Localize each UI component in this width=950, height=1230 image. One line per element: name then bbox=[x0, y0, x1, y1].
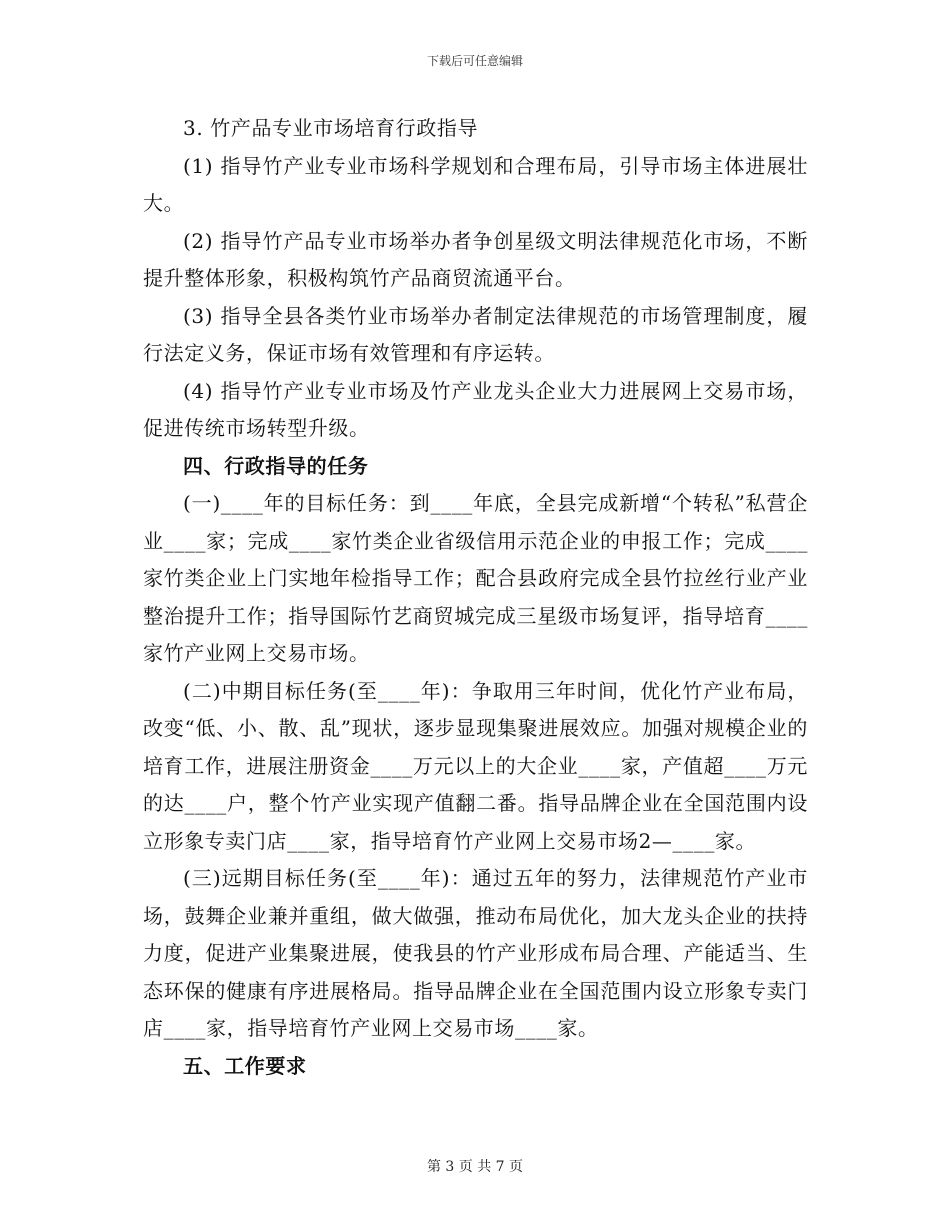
section-heading-tasks: 四、行政指导的任务 bbox=[183, 453, 369, 478]
page-header: 下载后可任意编辑 bbox=[426, 54, 523, 68]
paragraph-item-2: (2) 指导竹产品专业市场举办者争创星级文明法律规范化市场，不断提升整体形象，积极构筑竹产品商贸流通平台。 bbox=[143, 228, 808, 290]
paragraph-market-guidance-title: 3. 竹产品专业市场培育行政指导 bbox=[183, 116, 479, 140]
paragraph-annual-goals: (一)____年的目标任务：到____年底，全县完成新增“个转私”私营企业____家；完成____家竹类企业省级信用示范企业的申报工作；完成____家竹类企业上门实地年检指导工作；配合县政府完成全县竹拉丝行业产业整治提升工作；指导国际竹艺商贸城完成三星级市场复评，指导培育____家竹产业网上交易市场。 bbox=[143, 491, 808, 665]
paragraph-item-4: (4) 指导竹产业专业市场及竹产业龙头企业大力进展网上交易市场，促进传统市场转型升级。 bbox=[143, 378, 808, 440]
paragraph-item-1: (1) 指导竹产业专业市场科学规划和合理布局，引导市场主体进展壮大。 bbox=[143, 153, 808, 215]
page-number: 第 3 页 共 7 页 bbox=[426, 1159, 524, 1175]
paragraph-longterm-goals: (三)远期目标任务(至____年)：通过五年的努力，法律规范竹产业市场，鼓舞企业兼并重组，做大做强，推动布局优化，加大龙头企业的扶持力度，促进产业集聚进展，使我县的竹产业形成布局合理、产能适当、生态环保的健康有序进展格局。指导品牌企业在全国范围内设立形象专卖门店____家，指导培育竹产业网上交易市场____家。 bbox=[143, 866, 808, 1040]
section-heading-requirements: 五、工作要求 bbox=[183, 1053, 307, 1078]
document-body bbox=[143, 110, 808, 1085]
paragraph-midterm-goals: (二)中期目标任务(至____年)：争取用三年时间，优化竹产业布局，改变“低、小、散、乱”现状，逐步显现集聚进展效应。加强对规模企业的培育工作，进展注册资金____万元以上的大企业____家，产值超____万元的达____户，整个竹产业实现产值翻二番。指导品牌企业在全国范围内设立形象专卖门店____家，指导培育竹产业网上交易市场2—____家。 bbox=[143, 678, 808, 853]
paragraph-item-3: (3) 指导全县各类竹业市场举办者制定法律规范的市场管理制度，履行法定义务，保证市场有效管理和有序运转。 bbox=[143, 303, 808, 365]
